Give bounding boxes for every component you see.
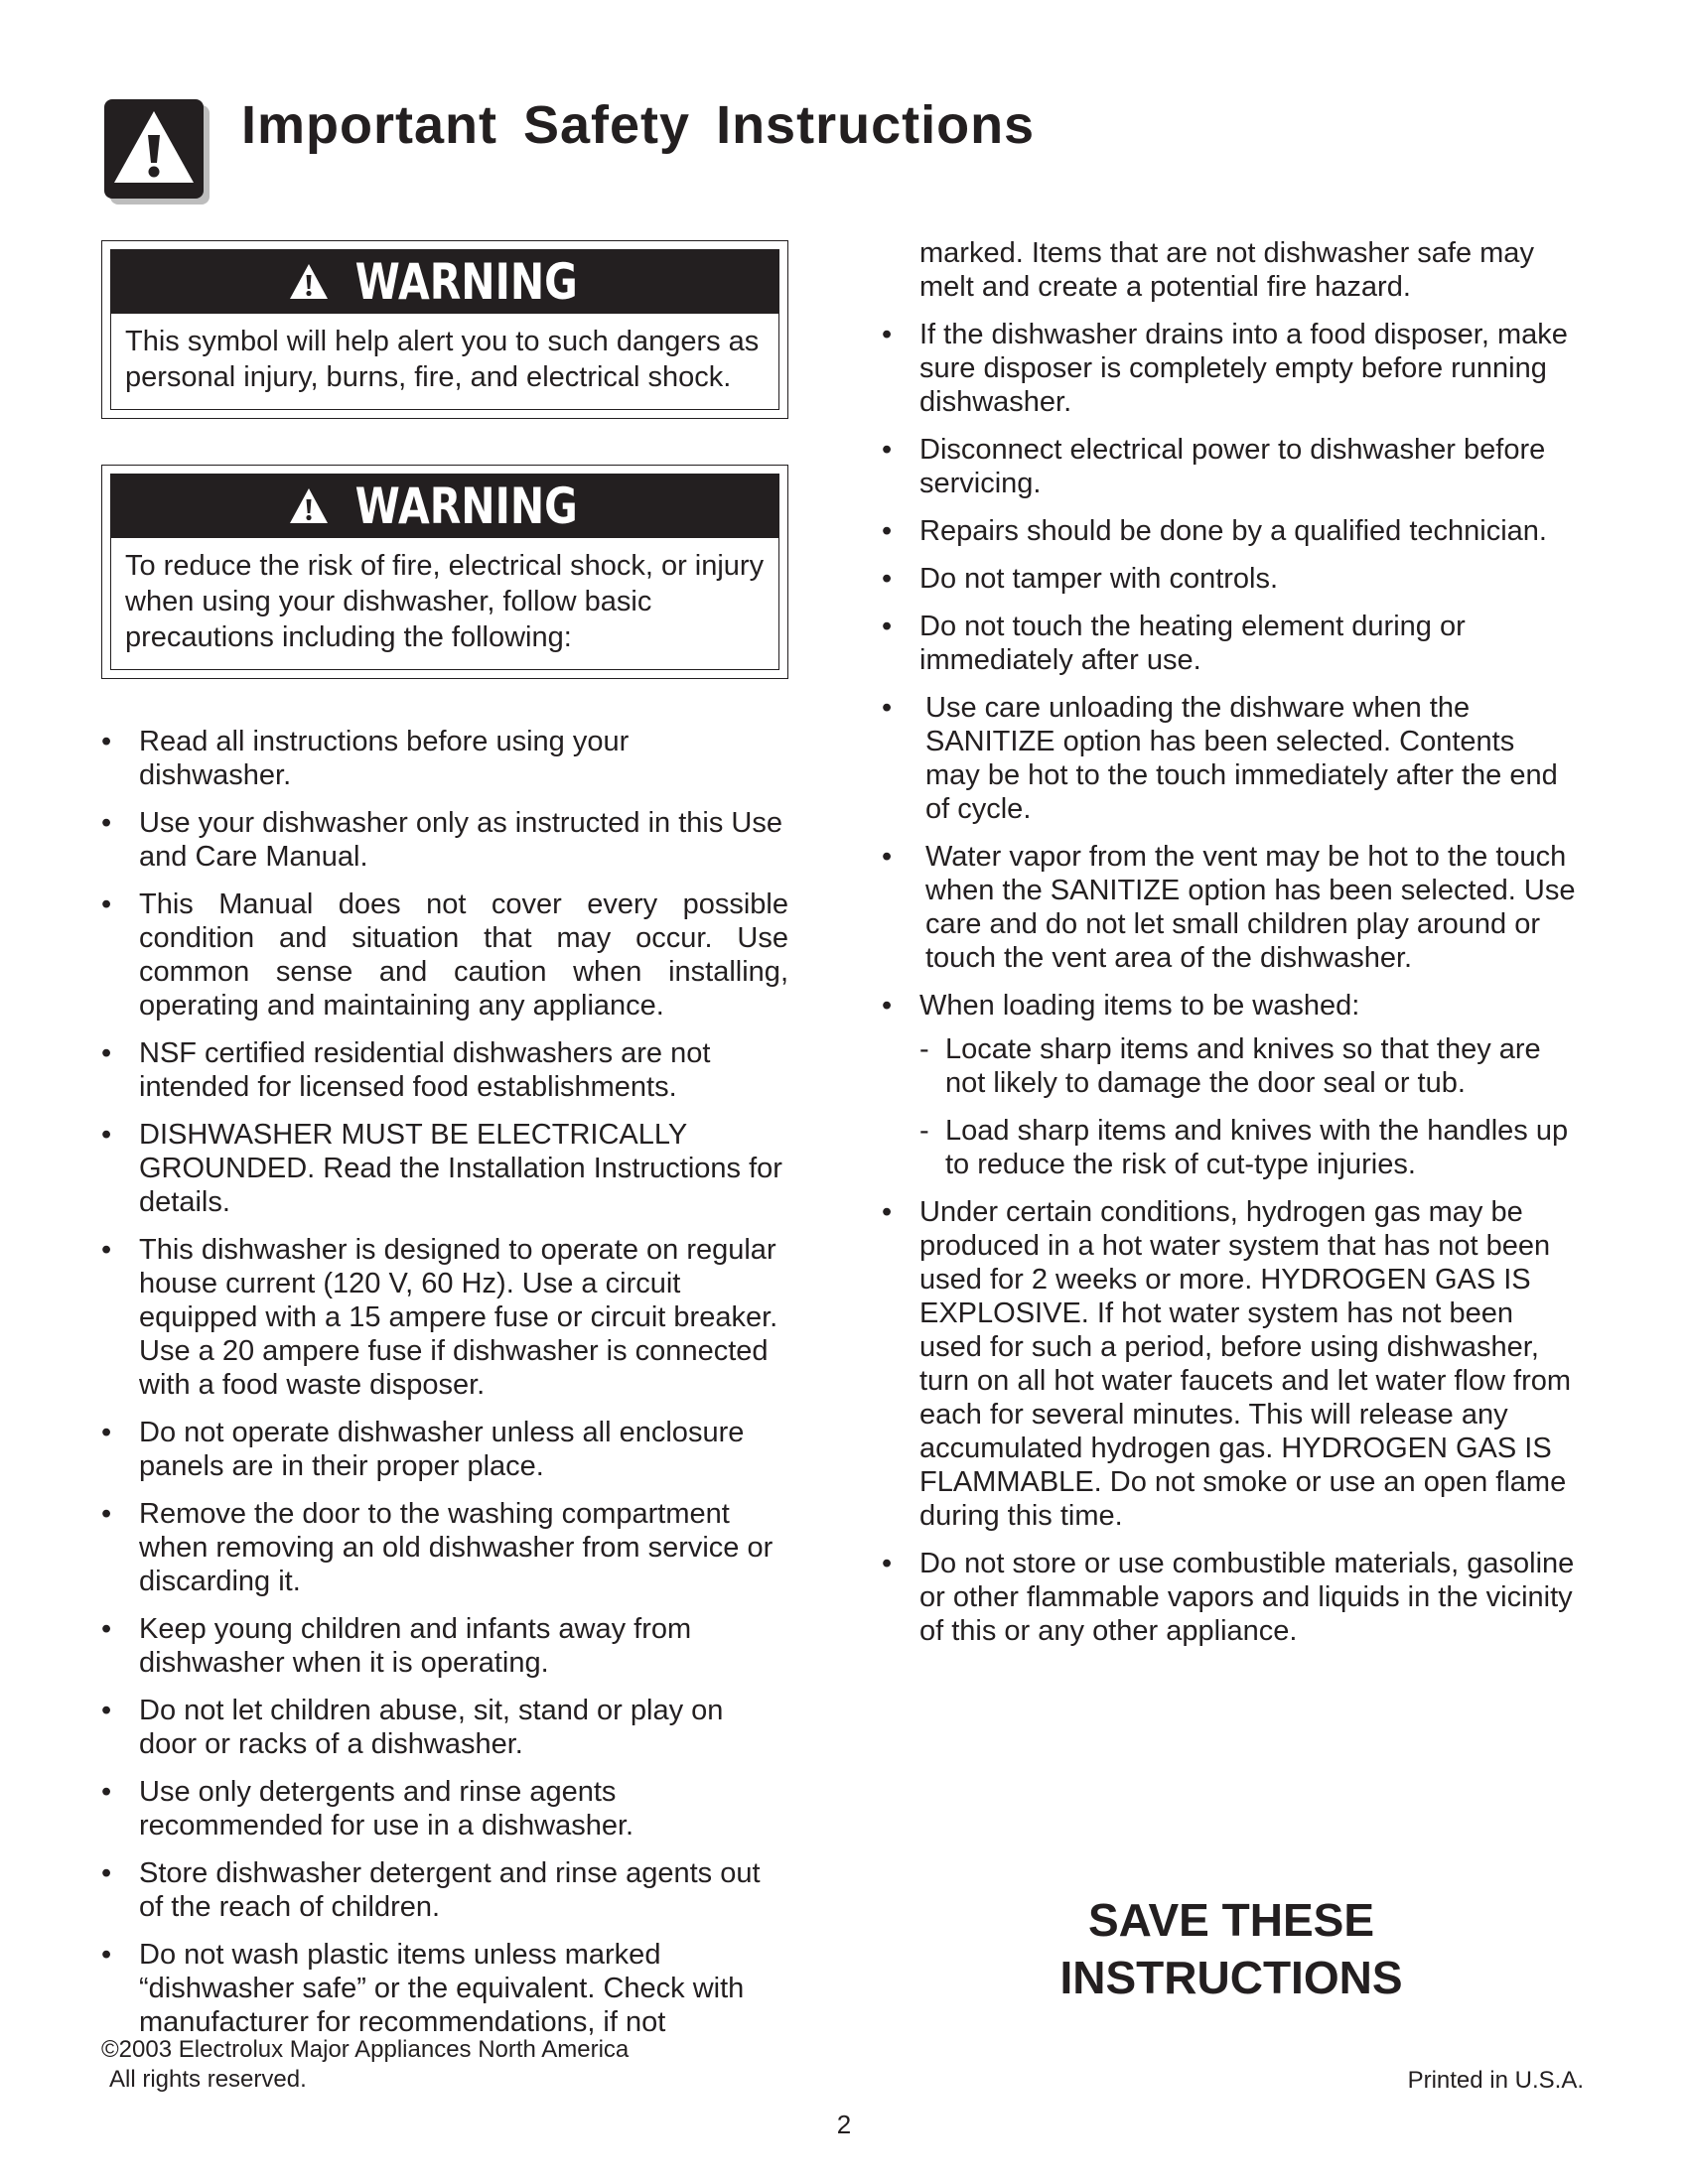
warning-triangle-icon: [287, 485, 331, 527]
warning-banner: [111, 250, 778, 314]
page-title: Important Safety Instructions: [241, 95, 1036, 155]
left-column: [101, 725, 788, 2053]
list-item: • Water vapor from the vent may be hot to the touch when the SANITIZE option has been selected. Use care and do not let small children play around or touch the vent area of the dishwasher.: [882, 840, 1577, 975]
list-item: • Do not store or use combustible materials, gasoline or other flammable vapors and liquids in the vicinity of this or any other appliance.: [882, 1547, 1577, 1648]
list-item: • Store dishwasher detergent and rinse agents out of the reach of children.: [101, 1856, 788, 1924]
warning-text: This symbol will help alert you to such dangers as personal injury, burns, fire, and electrical shock.: [125, 326, 760, 393]
safety-list-left: [101, 725, 788, 2039]
save-line-1: SAVE THESE: [1088, 1894, 1374, 1946]
save-line-2: INSTRUCTIONS: [1059, 1952, 1403, 2003]
page-number: 2: [836, 2110, 852, 2139]
list-item: • Use only detergents and rinse agents recommended for use in a dishwasher.: [101, 1775, 788, 1843]
list-item-label: When loading items to be washed:: [919, 990, 1360, 1022]
warning-label: WARNING: [354, 478, 579, 535]
right-column: [882, 236, 1577, 1662]
save-instructions-heading: [993, 1891, 1470, 2006]
list-item: • Repairs should be done by a qualified technician.: [882, 514, 1577, 548]
list-item-continuation: marked. Items that are not dishwasher safe may melt and create a potential fire hazard.: [919, 237, 1534, 303]
list-item: • Use care unloading the dishware when the SANITIZE option has been selected. Contents may be hot to the touch immediately after the end of cycle.: [882, 691, 1577, 826]
list-item: • Do not let children abuse, sit, stand or play on door or racks of a dishwasher.: [101, 1694, 788, 1761]
copyright-line-1: ©2003 Electrolux Major Appliances North America: [101, 2036, 630, 2063]
list-item-loading: [882, 989, 1577, 1181]
warning-box-precautions: [101, 465, 788, 679]
printed-in: Printed in U.S.A.: [1407, 2067, 1584, 2094]
list-item: • Remove the door to the washing compartment when removing an old dishwasher from service or discarding it.: [101, 1497, 788, 1598]
list-item: • This dishwasher is designed to operate on regular house current (120 V, 60 Hz). Use a circuit equipped with a 15 ampere fuse or circuit breaker. Use a 20 ampere fuse if dishwasher is connected with a food waste disposer.: [101, 1233, 788, 1402]
warning-text: To reduce the risk of fire, electrical shock, or injury when using your dishwasher, follow basic precautions including the following:: [125, 550, 765, 653]
list-item: • Under certain conditions, hydrogen gas may be produced in a hot water system that has not been used for 2 weeks or more. HYDROGEN GAS IS EXPLOSIVE. If hot water system has not been used for such a period, before using dishwasher, turn on all hot water faucets and let water flow from each for several minutes. This will release any accumulated hydrogen gas. HYDROGEN GAS IS FLAMMABLE. Do not smoke or use an open flame during this time.: [882, 1195, 1577, 1533]
loading-sublist: [919, 1032, 1577, 1181]
list-item: • If the dishwasher drains into a food disposer, make sure disposer is completely empty before running dishwasher.: [882, 318, 1577, 419]
list-item: • Do not tamper with controls.: [882, 562, 1577, 596]
list-item: • Disconnect electrical power to dishwasher before servicing.: [882, 433, 1577, 500]
warning-triangle-icon: [287, 261, 331, 303]
list-item: • Do not operate dishwasher unless all enclosure panels are in their proper place.: [101, 1416, 788, 1483]
copyright-notice: [101, 2035, 629, 2095]
sub-list-item: - Load sharp items and knives with the handles up to reduce the risk of cut-type injuries.: [919, 1114, 1577, 1181]
warning-label: WARNING: [354, 253, 579, 311]
safety-list-right: [882, 318, 1577, 1648]
warning-banner: [111, 475, 778, 538]
warning-box-symbol: [101, 240, 788, 419]
list-item: • This Manual does not cover every possible condition and situation that may occur. Use common sense and caution when installing, operating and maintaining any appliance.: [101, 887, 788, 1023]
list-item: • Do not touch the heating element during or immediately after use.: [882, 610, 1577, 677]
warning-triangle-icon: [104, 99, 204, 199]
sub-list-item: - Locate sharp items and knives so that they are not likely to damage the door seal or tub.: [919, 1032, 1577, 1100]
list-item: • Do not wash plastic items unless marked “dishwasher safe” or the equivalent. Check with manufacturer for recommendations, if not: [101, 1938, 788, 2039]
copyright-line-2: All rights reserved.: [109, 2066, 307, 2093]
list-item: • Use your dishwasher only as instructed in this Use and Care Manual.: [101, 806, 788, 874]
list-item: • Keep young children and infants away from dishwasher when it is operating.: [101, 1612, 788, 1680]
list-item: • Read all instructions before using your dishwasher.: [101, 725, 788, 792]
list-item: • NSF certified residential dishwashers are not intended for licensed food establishments.: [101, 1036, 788, 1104]
list-item: • DISHWASHER MUST BE ELECTRICALLY GROUNDED. Read the Installation Instructions for details.: [101, 1118, 788, 1219]
